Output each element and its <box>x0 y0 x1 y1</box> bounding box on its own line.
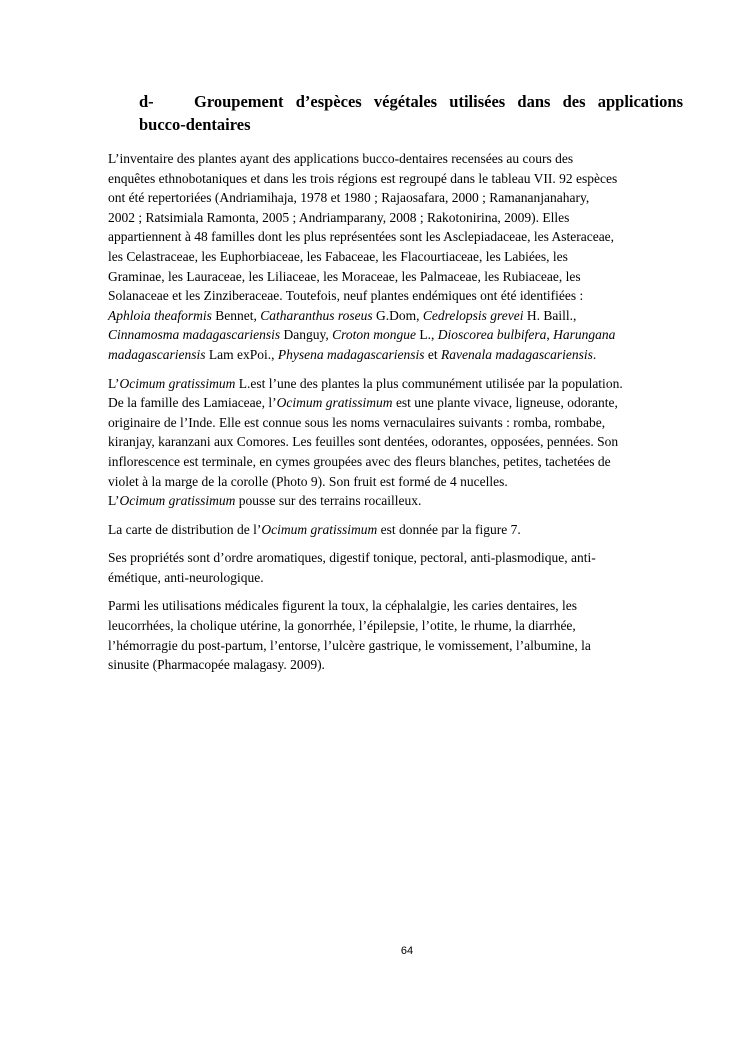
text-line <box>108 227 682 247</box>
species-name: Ocimum gratissimum <box>119 493 236 509</box>
species-name: Ocimum gratissimum <box>119 375 236 391</box>
text-line <box>108 655 682 675</box>
text-line <box>108 306 682 326</box>
text-run: Lam exPoi., <box>205 346 278 362</box>
text-run: inflorescence est terminale, en cymes groupées avec des fleurs blanches, petites, tachetées de <box>108 453 611 469</box>
species-name: Ocimum gratissimum <box>276 395 393 411</box>
species-name: Croton mongue <box>332 327 417 343</box>
text-run: L’inventaire des plantes ayant des applications bucco-dentaires recensées au cours des <box>108 151 574 166</box>
text-line <box>108 452 682 472</box>
heading-line-1 <box>139 90 683 113</box>
species-name: Ocimum gratissimum <box>261 521 378 537</box>
species-name: Harungana <box>553 327 616 343</box>
text-run: L’ <box>108 493 120 509</box>
species-name: Ravenala madagascariensis <box>440 346 593 362</box>
species-name: Catharanthus roseus <box>260 307 373 323</box>
species-name: madagascariensis <box>108 346 206 362</box>
text-line <box>108 393 682 413</box>
species-name: Aphloia theaformis <box>108 307 212 323</box>
text-run: leucorrhées, la cholique utérine, la gonorrhée, l’épilepsie, l’otite, le rhume, la diarrhée, <box>108 618 576 634</box>
text-run: G.Dom, <box>372 307 423 323</box>
page-number: 64 <box>400 945 414 957</box>
text-run: émétique, anti-neurologique. <box>108 569 264 585</box>
text-run: La carte de distribution de l’ <box>108 521 262 537</box>
text-line <box>108 325 682 345</box>
text-run: pousse sur des terrains rocailleux. <box>235 493 422 509</box>
heading-title-part-1: Groupement d’espèces végétales utilisées dans des applications <box>194 92 683 111</box>
text-run: ont été repertoriées (Andriamihaja, 1978 et 1980 ; Rajaosafara, 2000 ; Ramananjanahary, <box>108 190 590 206</box>
text-line <box>108 247 682 267</box>
paragraph <box>108 596 682 674</box>
heading-marker: d- <box>139 92 154 111</box>
text-line <box>108 491 682 511</box>
species-name: Dioscorea bulbifera <box>437 327 547 343</box>
text-line <box>108 596 682 616</box>
text-run: violet à la marge de la corolle (Photo 9). Son fruit est formé de 4 nucelles. <box>108 473 508 489</box>
text-run: H. Baill., <box>523 307 577 323</box>
text-line <box>108 636 682 656</box>
text-line <box>108 616 682 636</box>
text-line <box>108 568 682 588</box>
paragraph <box>108 548 682 587</box>
text-run: kiranjay, karanzani aux Comores. Les feuilles sont dentées, odorantes, opposées, pennées. Son <box>108 434 619 450</box>
text-run: originaire de l’Inde. Elle est connue sous les noms vernaculaires suivants : romba, rombabe, <box>108 414 606 430</box>
text-run: sinusite (Pharmacopée malagasy. 2009). <box>108 657 325 673</box>
text-line <box>108 188 682 208</box>
text-run: Parmi les utilisations médicales figurent la toux, la céphalalgie, les caries dentaires, les <box>108 598 577 614</box>
text-run: Ses propriétés sont d’ordre aromatiques, digestif tonique, pectoral, anti-plasmodique, anti- <box>108 550 596 566</box>
text-line <box>108 169 682 189</box>
text-run: les Celastraceae, les Euphorbiaceae, les Fabaceae, les Flacourtiaceae, les Labiées, les <box>108 248 568 264</box>
species-name: Physena madagascariensis <box>277 346 425 362</box>
text-run: Bennet, <box>211 307 261 323</box>
text-run: , <box>546 327 554 343</box>
text-run: et <box>424 346 441 362</box>
paragraph <box>108 520 682 540</box>
text-run: . <box>592 346 597 362</box>
text-line <box>108 472 682 492</box>
text-line <box>108 548 682 568</box>
text-run: L’ <box>108 375 120 391</box>
text-line <box>108 149 682 169</box>
text-run: l’hémorragie du post-partum, l’entorse, l’ulcère gastrique, le vomissement, l’albumine, la <box>108 637 591 653</box>
text-run: Graminae, les Lauraceae, les Liliaceae, les Moraceae, les Palmaceae, les Rubiaceae, les <box>108 268 581 284</box>
text-run: appartiennent à 48 familles dont les plus représentées sont les Asclepiadaceae, les Asteraceae, <box>108 229 615 245</box>
text-run: Solanaceae et les Zinziberaceae. Toutefois, neuf plantes endémiques ont été identifiées : <box>108 288 584 304</box>
text-run: 2002 ; Ratsimiala Ramonta, 2005 ; Andriamparany, 2008 ; Rakotonirina, 2009). Elles <box>108 209 570 225</box>
species-name: Cinnamosma madagascariensis <box>108 327 281 343</box>
text-line <box>108 286 682 306</box>
text-run: L., <box>416 327 438 343</box>
text-run: Danguy, <box>280 327 333 343</box>
text-line <box>108 520 682 540</box>
text-line <box>108 374 682 394</box>
text-line <box>108 208 682 228</box>
species-name: Cedrelopsis grevei <box>422 307 524 323</box>
text-line <box>108 267 682 287</box>
text-run: est une plante vivace, ligneuse, odorante, <box>392 395 618 411</box>
text-line <box>108 345 682 365</box>
text-run: L.est l’une des plantes la plus communément utilisée par la population. <box>235 375 623 391</box>
text-run: De la famille des Lamiaceae, l’ <box>108 395 277 411</box>
text-run: est donnée par la figure 7. <box>377 521 521 537</box>
paragraph <box>108 374 682 511</box>
text-run: enquêtes ethnobotaniques et dans les trois régions est regroupé dans le tableau VII. 92 espèces <box>108 170 618 186</box>
body-text <box>108 149 682 684</box>
section-heading <box>139 90 683 136</box>
heading-line-2: bucco-dentaires <box>139 115 251 134</box>
text-line <box>108 413 682 433</box>
paragraph <box>108 149 682 365</box>
text-line <box>108 432 682 452</box>
